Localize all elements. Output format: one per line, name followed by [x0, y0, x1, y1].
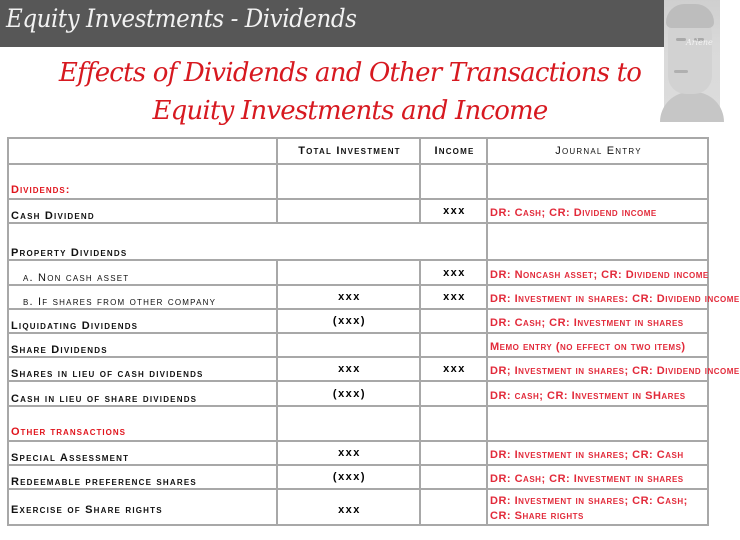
- table-row: [8, 381, 708, 406]
- slide-title: Effects of Dividends and Other Transactions to Equity Investments and Income: [58, 58, 642, 126]
- header-bar: [0, 0, 664, 47]
- income-value: [420, 465, 487, 489]
- total-investment-value: (xxx): [277, 309, 420, 333]
- cell-empty: [420, 406, 487, 441]
- row-label: Exercise of Share rights: [8, 489, 277, 525]
- row-label: Shares in lieu of cash dividends: [8, 357, 277, 381]
- table-row: [8, 309, 708, 333]
- section-label-dividends: Dividends:: [8, 164, 277, 199]
- journal-entry: [487, 223, 708, 260]
- income-value: xxx: [420, 285, 487, 309]
- total-investment-value: xxx: [277, 285, 420, 309]
- journal-entry: DR: Investment in shares; CR: Cash; CR: Share rights: [487, 489, 708, 525]
- cell-empty: [487, 406, 708, 441]
- journal-entry: DR: Investment in shares; CR: Cash: [487, 441, 708, 465]
- section-label-other-transactions: Other transactions: [8, 406, 277, 441]
- cell-empty: [277, 164, 420, 199]
- table-row: [8, 260, 708, 285]
- photo-hair: [666, 4, 714, 28]
- income-value: xxx: [420, 357, 487, 381]
- row-label: Share Dividends: [8, 333, 277, 357]
- section-row-other: [8, 406, 708, 441]
- table-header-row: [8, 138, 708, 164]
- cell-empty: [487, 164, 708, 199]
- total-investment-value: [277, 199, 420, 223]
- section-row-dividends: [8, 164, 708, 199]
- row-label: Property Dividends: [8, 223, 487, 260]
- header-title: Equity Investments - Dividends: [6, 4, 357, 33]
- header-cell-blank: [8, 138, 277, 164]
- total-investment-value: [277, 333, 420, 357]
- journal-entry: DR: Cash; CR: Dividend income: [487, 199, 708, 223]
- column-header-total-investment: Total Investment: [277, 138, 420, 164]
- income-value: [420, 489, 487, 525]
- journal-entry: DR: cash; CR: Investment in SHares: [487, 381, 708, 406]
- total-investment-value: (xxx): [277, 381, 420, 406]
- income-value: [420, 381, 487, 406]
- total-investment-value: [277, 260, 420, 285]
- photo-signature: Arlene: [686, 38, 713, 47]
- income-value: [420, 309, 487, 333]
- column-header-income: Income: [420, 138, 487, 164]
- cell-empty: [277, 406, 420, 441]
- journal-entry: DR; Investment in shares; CR: Dividend income: [487, 357, 708, 381]
- column-header-journal-entry: Journal Entry: [487, 138, 708, 164]
- row-label: Special Assessment: [8, 441, 277, 465]
- table-row: [8, 489, 708, 525]
- income-value: [420, 441, 487, 465]
- income-value: [420, 333, 487, 357]
- journal-entry: DR: Cash; CR: Investment in shares: [487, 465, 708, 489]
- table-row: [8, 357, 708, 381]
- row-label: Cash Dividend: [8, 199, 277, 223]
- row-label: Redeemable preference shares: [8, 465, 277, 489]
- table-row: [8, 223, 708, 260]
- journal-entry: DR: Cash; CR: Investment in shares: [487, 309, 708, 333]
- total-investment-value: xxx: [277, 357, 420, 381]
- total-investment-value: xxx: [277, 489, 420, 525]
- row-label: b. If shares from other company: [8, 285, 277, 309]
- table-row: [8, 441, 708, 465]
- journal-entry: Memo entry (no effect on two items): [487, 333, 708, 357]
- income-value: xxx: [420, 260, 487, 285]
- table-row: [8, 285, 708, 309]
- total-investment-value: (xxx): [277, 465, 420, 489]
- effects-table: [7, 137, 740, 526]
- row-label: a. Non cash asset: [8, 260, 277, 285]
- table-row: [8, 199, 708, 223]
- journal-entry: DR: Noncash asset; CR: Dividend income: [487, 260, 708, 285]
- total-investment-value: xxx: [277, 441, 420, 465]
- photo-eye: [676, 38, 686, 41]
- row-label: Liquidating Dividends: [8, 309, 277, 333]
- row-label: Cash in lieu of share dividends: [8, 381, 277, 406]
- table-row: [8, 465, 708, 489]
- table-row: [8, 333, 708, 357]
- journal-entry: DR: Investment in shares: CR: Dividend income: [487, 285, 708, 309]
- cell-empty: [420, 164, 487, 199]
- income-value: xxx: [420, 199, 487, 223]
